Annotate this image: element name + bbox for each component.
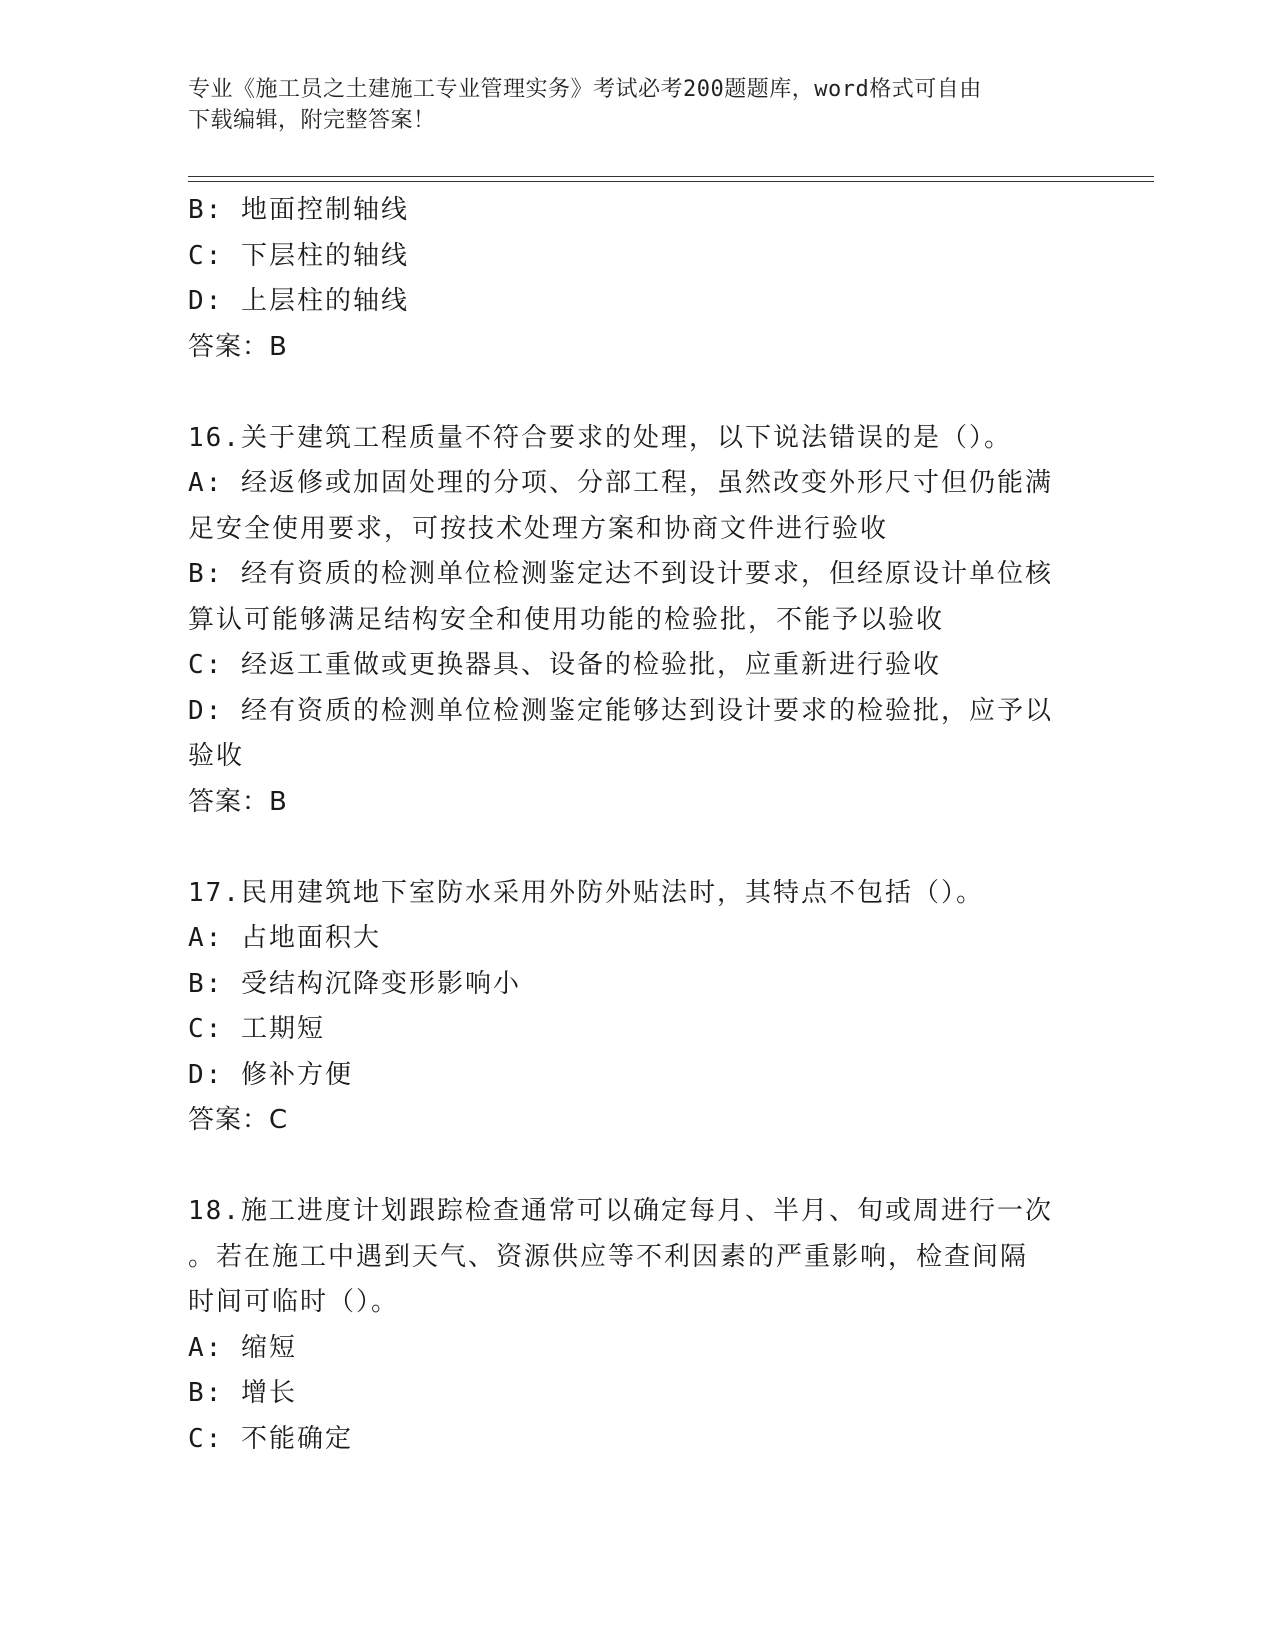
answer: 答案：B <box>188 331 288 362</box>
question-stem: 16.关于建筑工程质量不符合要求的处理，以下说法错误的是（）。 <box>188 422 1012 453</box>
question-stem-line-1: 18.施工进度计划跟踪检查通常可以确定每月、半月、旬或周进行一次 <box>188 1196 1053 1226</box>
question-17 <box>188 871 1088 1144</box>
header-divider-top <box>188 176 1154 177</box>
option-d-line-2: 验收 <box>188 741 245 771</box>
document-body <box>188 188 1088 1462</box>
option-d: D: 修补方便 <box>188 1059 353 1090</box>
answer: 答案：B <box>188 786 288 817</box>
header-divider-bottom <box>188 181 1154 182</box>
option-c: C: 经返工重做或更换器具、设备的检验批，应重新进行验收 <box>188 650 941 680</box>
question-stem: 17.民用建筑地下室防水采用外防外贴法时，其特点不包括（）。 <box>188 877 984 908</box>
option-b: B: 地面控制轴线 <box>188 195 409 225</box>
header-line-2: 下载编辑，附完整答案！ <box>188 108 436 133</box>
option-c: C: 工期短 <box>188 1014 325 1044</box>
option-b-line-2: 算认可能够满足结构安全和使用功能的检验批，不能予以验收 <box>188 604 945 635</box>
spacer <box>188 825 1088 871</box>
option-b: B: 增长 <box>188 1378 297 1408</box>
question-stem-line-2: 。若在施工中遇到天气、资源供应等不利因素的严重影响，检查间隔 <box>188 1241 1029 1272</box>
question-16 <box>188 416 1088 826</box>
header-line-1: 专业《施工员之土建施工专业管理实务》考试必考200题题库，word格式可自由 <box>188 77 982 102</box>
question-15-tail <box>188 188 1088 370</box>
option-b: B: 受结构沉降变形影响小 <box>188 968 521 999</box>
option-c: C: 不能确定 <box>188 1423 353 1454</box>
spacer <box>188 370 1088 416</box>
option-c: C: 下层柱的轴线 <box>188 240 409 271</box>
option-a-line-2: 足安全使用要求，可按技术处理方案和协商文件进行验收 <box>188 513 889 544</box>
option-b-line-1: B: 经有资质的检测单位检测鉴定达不到设计要求，但经原设计单位核 <box>188 559 1053 589</box>
document-header <box>188 74 1068 136</box>
option-d: D: 上层柱的轴线 <box>188 286 409 316</box>
question-18 <box>188 1189 1088 1462</box>
option-a: A: 缩短 <box>188 1332 297 1363</box>
question-stem-line-3: 时间可临时（）。 <box>188 1287 400 1317</box>
option-a: A: 占地面积大 <box>188 923 381 953</box>
option-d-line-1: D: 经有资质的检测单位检测鉴定能够达到设计要求的检验批，应予以 <box>188 695 1053 726</box>
option-a-line-1: A: 经返修或加固处理的分项、分部工程，虽然改变外形尺寸但仍能满 <box>188 468 1053 498</box>
answer: 答案：C <box>188 1105 289 1135</box>
spacer <box>188 1144 1088 1190</box>
